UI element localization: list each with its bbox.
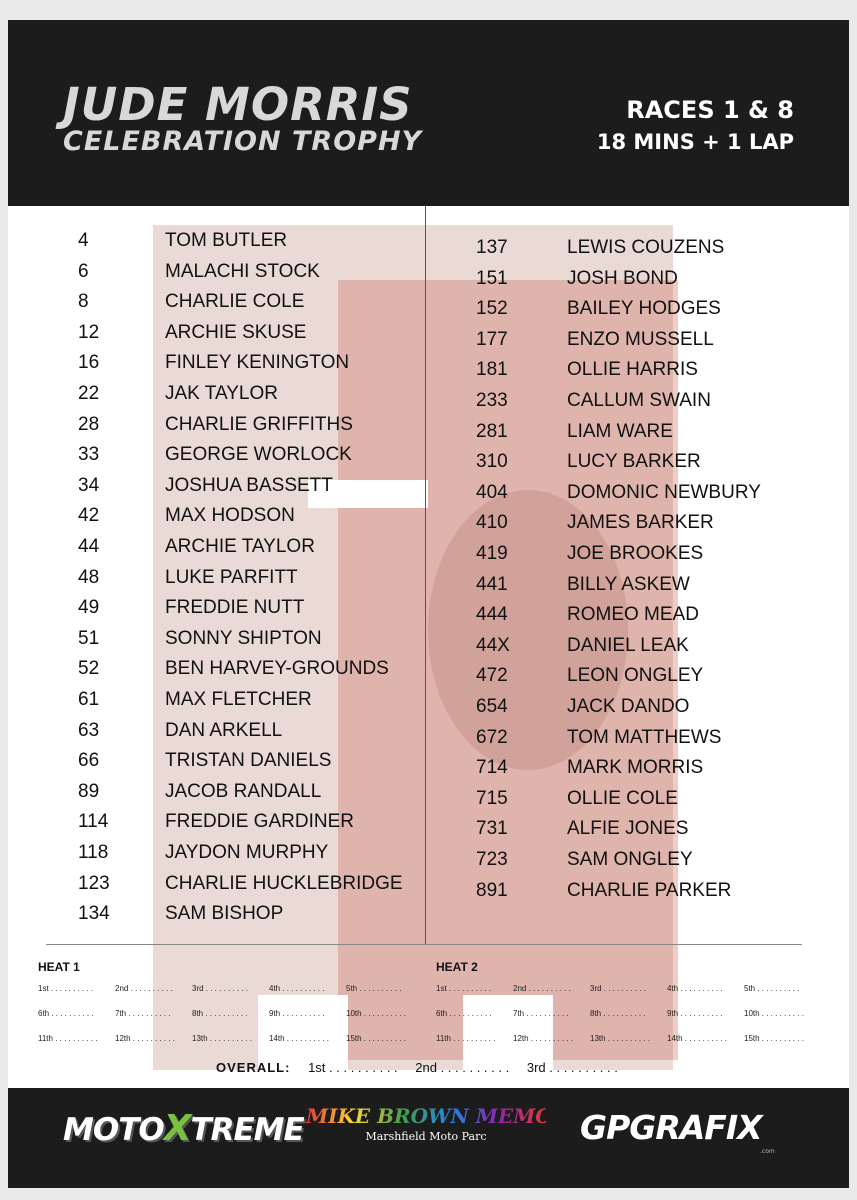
gpgrafix-domain: .com <box>760 1148 775 1155</box>
rider-name: TRISTAN DANIELS <box>165 750 332 772</box>
rider-name: JAYDON MURPHY <box>165 842 329 863</box>
rider-name: CHARLIE GRIFFITHS <box>165 413 353 435</box>
heat-placing-field: 4th . . . . . . . . . . <box>667 984 723 993</box>
rider-number: 441 <box>476 573 508 595</box>
heat-placing-field: 14th . . . . . . . . . . <box>269 1034 330 1043</box>
rider-name: MARK MORRIS <box>567 757 704 779</box>
memorial-title: MIKE BROWN MEMORIAL <box>306 1104 609 1128</box>
header-banner <box>8 20 849 206</box>
rider-name: JAMES BARKER <box>567 512 714 534</box>
overall-place-1: 1st . . . . . . . . . . <box>308 1060 398 1075</box>
memorial-subtitle: Marshfield Moto Parc <box>365 1130 487 1143</box>
rider-name: LUKE PARFITT <box>165 566 298 588</box>
rider-name: ARCHIE TAYLOR <box>165 536 315 557</box>
event-subtitle: CELEBRATION TROPHY <box>63 126 423 157</box>
rider-number: 52 <box>78 658 100 680</box>
mike-brown-memorial-logo <box>306 1104 609 1143</box>
heat-placing-field: 13th . . . . . . . . . . <box>590 1034 651 1043</box>
rider-number: 89 <box>78 780 100 802</box>
rider-name: CALLUM SWAIN <box>567 390 711 411</box>
rider-name: MALACHI STOCK <box>165 260 320 282</box>
heat-title: HEAT 2 <box>436 960 478 974</box>
entry-sheet <box>8 20 849 1188</box>
motoxtreme-logo: MOTOXTREME <box>63 1108 304 1149</box>
rider-name: BILLY ASKEW <box>567 573 690 595</box>
rider-number: 8 <box>78 291 89 313</box>
heat-placings-row <box>436 1034 821 1043</box>
heat-placing-field: 3rd . . . . . . . . . . <box>192 984 249 993</box>
rider-number: 134 <box>78 903 110 925</box>
rider-name: SAM BISHOP <box>165 903 284 925</box>
rider-number: 444 <box>476 604 508 626</box>
event-title: JUDE MORRIS <box>63 78 413 131</box>
rider-number: 672 <box>476 726 508 748</box>
rider-number: 714 <box>476 757 508 779</box>
rider-name: MAX HODSON <box>165 505 295 527</box>
overall-label: OVERALL: <box>216 1060 291 1075</box>
heat-placing-field: 15th . . . . . . . . . . <box>346 1034 407 1043</box>
heat-placing-field: 12th . . . . . . . . . . <box>115 1034 176 1043</box>
heat-placings-row <box>38 1009 423 1018</box>
heat-placing-field: 10th . . . . . . . . . . <box>744 1009 805 1018</box>
rider-number: 404 <box>476 481 508 503</box>
heat-placing-field: 12th . . . . . . . . . . <box>513 1034 574 1043</box>
rider-name: JOSH BOND <box>567 267 678 289</box>
rider-name: MAX FLETCHER <box>165 689 312 710</box>
heat-placing-field: 10th . . . . . . . . . . <box>346 1009 407 1018</box>
rider-number: 33 <box>78 444 100 466</box>
heat-placing-field: 6th . . . . . . . . . . <box>38 1009 94 1018</box>
heat-placing-field: 11th . . . . . . . . . . <box>38 1034 98 1043</box>
rider-number: 48 <box>78 566 100 588</box>
rider-name: BEN HARVEY-GROUNDS <box>165 658 389 680</box>
background-cutout-3 <box>463 995 553 1070</box>
rider-name: FREDDIE GARDINER <box>165 811 354 833</box>
rider-name: JACOB RANDALL <box>165 780 322 802</box>
rider-name: CHARLIE PARKER <box>567 879 732 901</box>
rider-name: ARCHIE SKUSE <box>165 321 307 343</box>
overall-place-2: 2nd . . . . . . . . . . <box>415 1060 510 1075</box>
race-duration: 18 MINS + 1 LAP <box>596 130 794 154</box>
rider-name: ALFIE JONES <box>567 818 689 840</box>
rider-name: ENZO MUSSELL <box>567 328 714 350</box>
rider-name: CHARLIE HUCKLEBRIDGE <box>165 872 403 894</box>
heat-placing-field: 15th . . . . . . . . . . <box>744 1034 805 1043</box>
heat-placing-field: 1st . . . . . . . . . . <box>38 984 94 993</box>
rider-number: 123 <box>78 872 110 894</box>
heat-placings-row <box>436 984 821 993</box>
rider-name: ROMEO MEAD <box>567 604 699 626</box>
heat-title: HEAT 1 <box>38 960 80 974</box>
rider-number: 472 <box>476 665 508 687</box>
rider-number: 12 <box>78 321 100 343</box>
rider-number: 118 <box>78 842 109 863</box>
rider-number: 177 <box>476 328 508 350</box>
rider-name: BAILEY HODGES <box>567 298 721 320</box>
rider-number: 16 <box>78 352 100 374</box>
rider-number: 654 <box>476 696 508 717</box>
rider-name: TOM BUTLER <box>165 230 288 251</box>
rider-number: 419 <box>476 543 508 564</box>
overall-results <box>216 1060 618 1075</box>
heat-placings-row <box>38 1034 423 1043</box>
rider-number: 22 <box>78 383 100 404</box>
rider-number: 891 <box>476 879 508 901</box>
heat-placing-field: 7th . . . . . . . . . . <box>115 1009 171 1018</box>
rider-name: GEORGE WORLOCK <box>165 444 352 466</box>
rider-number: 42 <box>78 505 100 527</box>
heat-placing-field: 5th . . . . . . . . . . <box>346 984 402 993</box>
heat-placing-field: 4th . . . . . . . . . . <box>269 984 325 993</box>
rider-number: 723 <box>476 849 508 870</box>
heat-placing-field: 14th . . . . . . . . . . <box>667 1034 728 1043</box>
rider-number: 281 <box>476 420 508 442</box>
rider-number: 137 <box>476 237 508 258</box>
overall-place-3: 3rd . . . . . . . . . . <box>526 1060 618 1075</box>
rider-number: 151 <box>476 267 508 289</box>
rider-number: 233 <box>476 390 508 411</box>
rider-number: 28 <box>78 413 100 435</box>
rider-number: 410 <box>476 512 508 534</box>
rider-number: 4 <box>78 230 89 251</box>
heat-placings-row <box>436 1009 821 1018</box>
rider-number: 61 <box>78 689 100 710</box>
rider-number: 49 <box>78 597 100 619</box>
rider-number: 715 <box>476 787 508 809</box>
heat-placing-field: 9th . . . . . . . . . . <box>667 1009 723 1018</box>
heat-placing-field: 2nd . . . . . . . . . . <box>513 984 571 993</box>
rider-name: OLLIE COLE <box>567 787 678 809</box>
rider-name: SONNY SHIPTON <box>165 627 322 649</box>
rider-name: FINLEY KENINGTON <box>165 352 350 374</box>
rider-name: JOSHUA BASSETT <box>165 474 333 496</box>
rider-number: 44X <box>476 634 510 656</box>
heat-placing-field: 13th . . . . . . . . . . <box>192 1034 253 1043</box>
rider-name: SAM ONGLEY <box>567 849 693 870</box>
gpgrafix-logo: GPGRAFIX <box>580 1108 762 1147</box>
heat-placing-field: 8th . . . . . . . . . . <box>590 1009 646 1018</box>
results-divider <box>46 944 802 945</box>
heat-placing-field: 3rd . . . . . . . . . . <box>590 984 647 993</box>
rider-name: LEON ONGLEY <box>567 665 704 687</box>
heat-placing-field: 9th . . . . . . . . . . <box>269 1009 325 1018</box>
heat-placing-field: 5th . . . . . . . . . . <box>744 984 800 993</box>
sponsor-footer <box>8 1088 849 1188</box>
rider-name: CHARLIE COLE <box>165 291 305 313</box>
rider-number: 6 <box>78 260 89 282</box>
rider-name: OLLIE HARRIS <box>567 359 698 381</box>
column-divider <box>425 206 426 944</box>
heat-placing-field: 8th . . . . . . . . . . <box>192 1009 248 1018</box>
heat-placing-field: 6th . . . . . . . . . . <box>436 1009 492 1018</box>
rider-name: DAN ARKELL <box>165 719 283 741</box>
rider-name: DANIEL LEAK <box>567 634 689 656</box>
heat-placings-row <box>38 984 423 993</box>
rider-number: 51 <box>78 627 100 649</box>
rider-name: JOE BROOKES <box>567 543 704 564</box>
rider-number: 34 <box>78 474 100 496</box>
rider-name: JACK DANDO <box>567 696 690 717</box>
background-cutout-2 <box>258 995 348 1070</box>
heat-placing-field: 2nd . . . . . . . . . . <box>115 984 173 993</box>
rider-name: LEWIS COUZENS <box>567 237 725 258</box>
heat-placing-field: 1st . . . . . . . . . . <box>436 984 492 993</box>
rider-name: TOM MATTHEWS <box>567 726 722 748</box>
rider-name: FREDDIE NUTT <box>165 597 305 619</box>
rider-name: LUCY BARKER <box>567 451 701 473</box>
rider-number: 114 <box>78 811 109 833</box>
rider-number: 63 <box>78 719 100 741</box>
rider-name: LIAM WARE <box>567 420 673 442</box>
race-numbers: RACES 1 & 8 <box>626 96 794 124</box>
heat-placing-field: 7th . . . . . . . . . . <box>513 1009 569 1018</box>
rider-name: DOMONIC NEWBURY <box>567 481 761 503</box>
rider-number: 44 <box>78 536 100 557</box>
rider-name: JAK TAYLOR <box>165 383 278 404</box>
heat-placing-field: 11th . . . . . . . . . . <box>436 1034 496 1043</box>
rider-number: 152 <box>476 298 508 320</box>
rider-number: 731 <box>476 818 508 840</box>
rider-number: 310 <box>476 451 508 473</box>
rider-number: 66 <box>78 750 100 772</box>
rider-number: 181 <box>476 359 508 381</box>
